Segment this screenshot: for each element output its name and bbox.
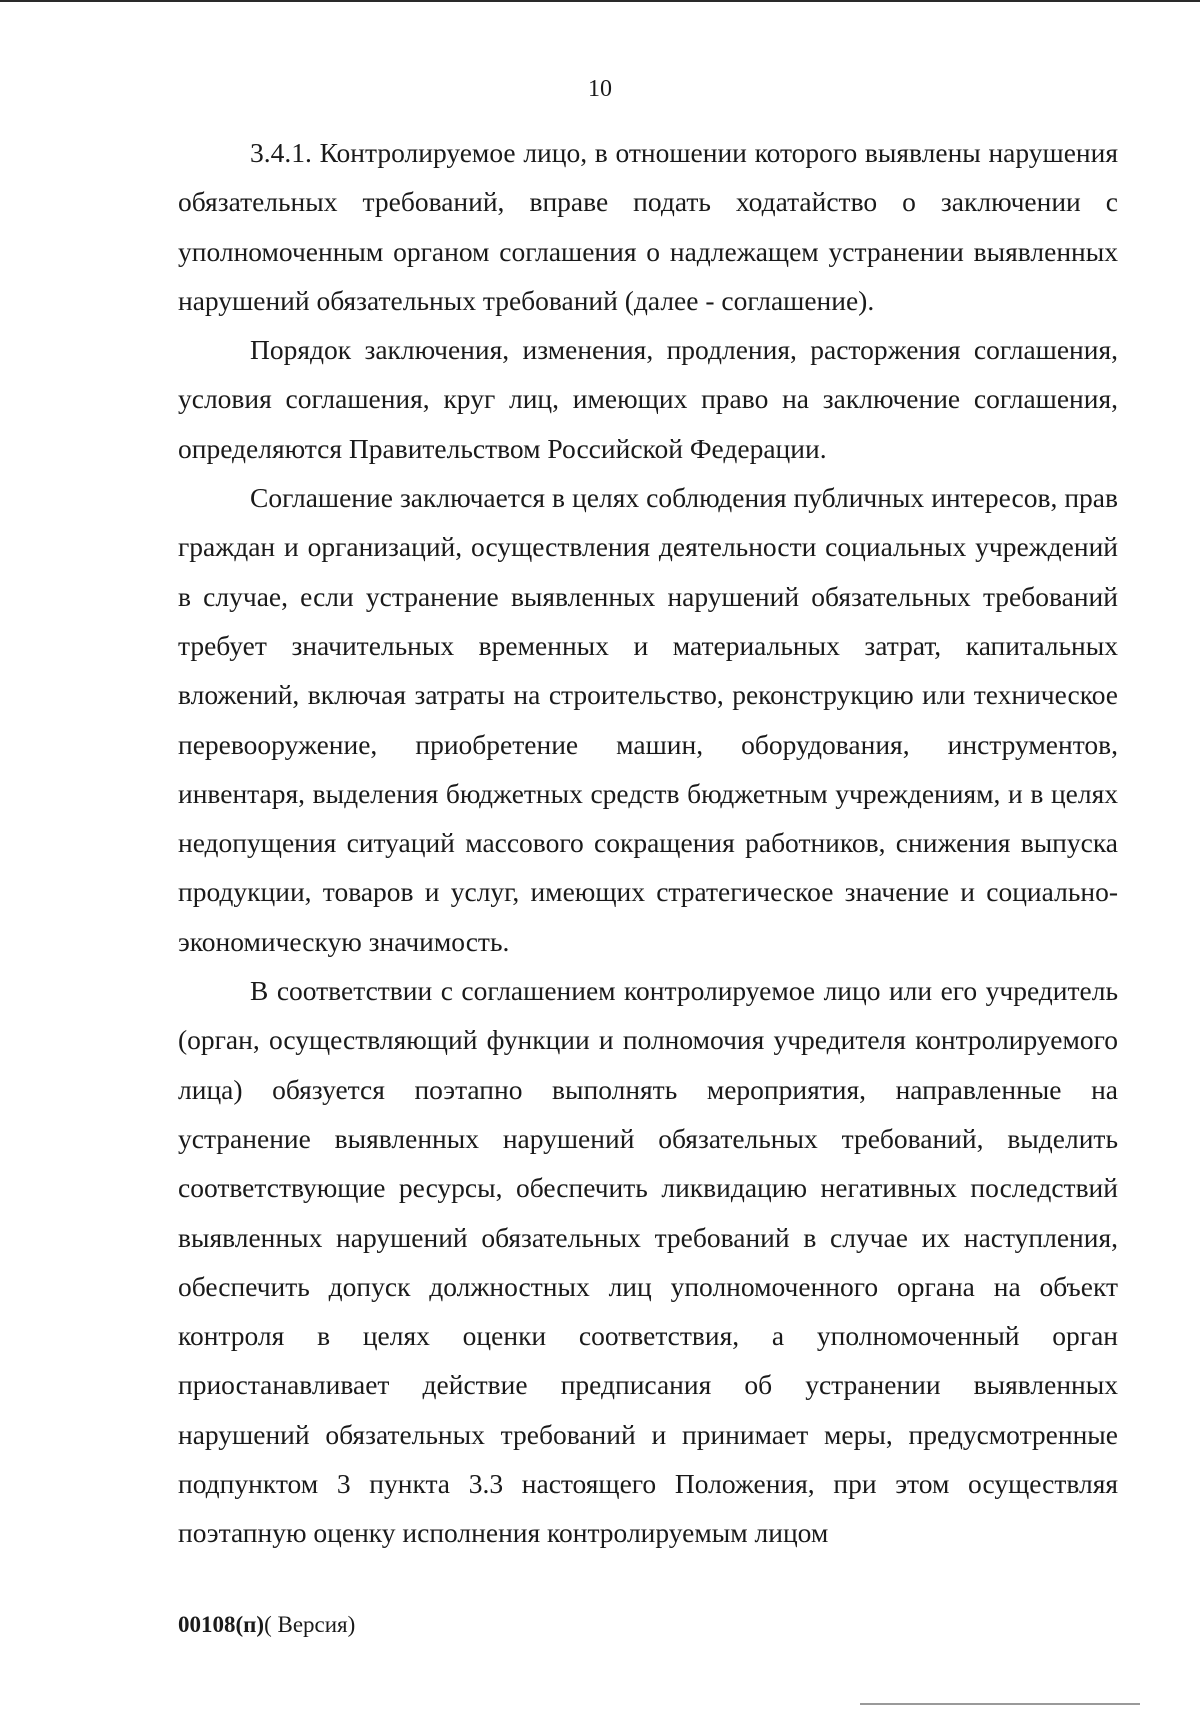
- paragraph-3-4-1: 3.4.1. Контролируемое лицо, в отношении которого выявлены нарушения обязательных требований, вправе подать ходатайство о заключении с уполномоченным органом соглашения о надлежащем устранении выявленных нарушений обязательных требований (далее - соглашение).: [178, 137, 1118, 316]
- document-body: [178, 128, 1118, 1558]
- paragraph-procedure: Порядок заключения, изменения, продления, расторжения соглашения, условия соглашения, круг лиц, имеющих право на заключение соглашения, определяются Правительством Российской Федерации.: [178, 334, 1118, 464]
- document-footer: [178, 1610, 355, 1640]
- document-version: ( Версия): [264, 1612, 356, 1637]
- document-code: 00108(п): [178, 1612, 265, 1637]
- scan-edge-bottom: [860, 1703, 1140, 1705]
- paragraph-agreement-obligations: В соответствии с соглашением контролируемое лицо или его учредитель (орган, осуществляющий функции и полномочия учредителя контролируемого лица) обязуется поэтапно выполнять мероприятия, направленные на устранение выявленных нарушений обязательных требований, выделить соответствующие ресурсы, обеспечить ликвидацию негативных последствий выявленных нарушений обязательных требований в случае их наступления, обеспечить допуск должностных лиц уполномоченного органа на объект контроля в целях оценки соответствия, а уполномоченный орган приостанавливает действие предписания об устранении выявленных нарушений обязательных требований и принимает меры, предусмотренные подпунктом 3 пункта 3.3 настоящего Положения, при этом осуществляя поэтапную оценку исполнения контролируемым лицом: [178, 975, 1118, 1549]
- scan-edge-top: [0, 0, 1200, 2]
- paragraph-agreement-purpose: Соглашение заключается в целях соблюдения публичных интересов, прав граждан и организаций, осуществления деятельности социальных учреждений в случае, если устранение выявленных нарушений обязательных требований требует значительных временных и материальных затрат, капитальных вложений, включая затраты на строительство, реконструкцию или техническое перевооружение, приобретение машин, оборудования, инструментов, инвентаря, выделения бюджетных средств бюджетным учреждениям, и в целях недопущения ситуаций массового сокращения работников, снижения выпуска продукции, товаров и услуг, имеющих стратегическое значение и социально-экономическую значимость.: [178, 482, 1118, 957]
- page-number: 10: [588, 76, 612, 102]
